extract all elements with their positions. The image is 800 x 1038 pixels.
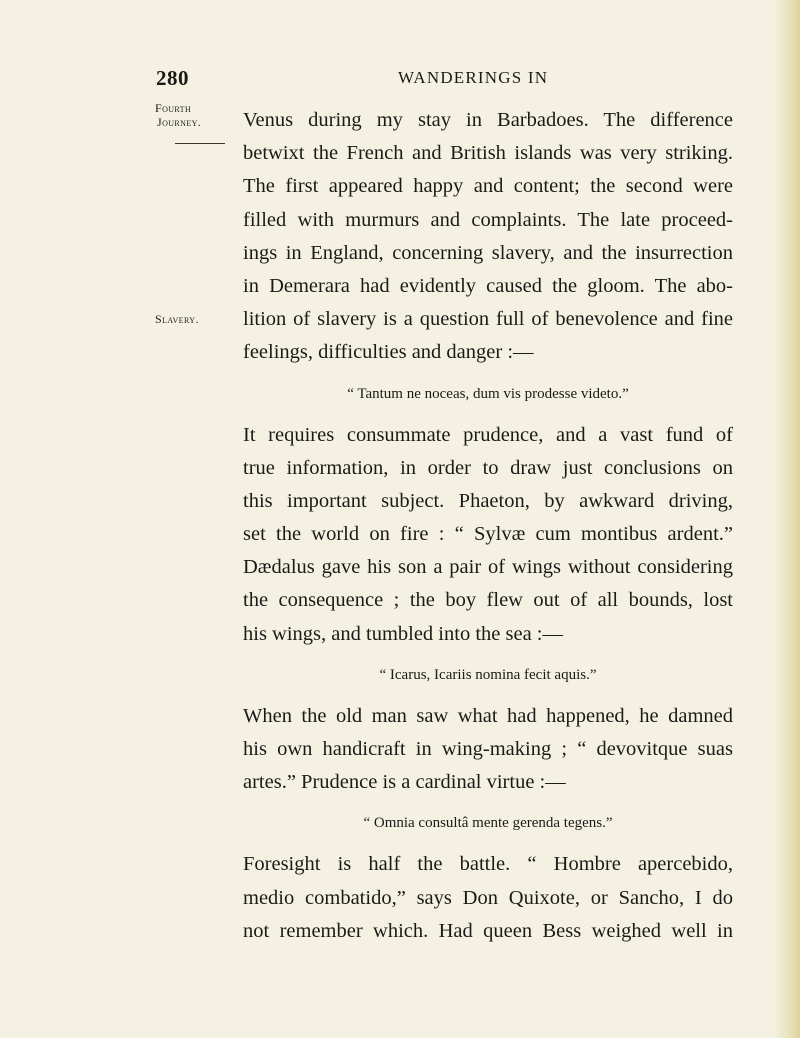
margin-divider [175,143,225,144]
text-line: Venus during my stay in Barbadoes. The difference [243,109,733,131]
text-line: medio combatido,” says Don Quixote, or Sancho, I do [243,886,733,909]
body-text [243,104,733,948]
page-number: 280 [156,66,189,90]
text-line: this important subject. Phaeton, by awkward driving, [243,489,733,512]
text-line: betwixt the French and British islands was very striking. [243,142,733,165]
text-line: feelings, difficulties and danger :— [243,341,534,364]
text-line: ings in England, concerning slavery, and the insurrection [243,241,733,264]
text-line: his own handicraft in wing-making ; “ devovitque suas [243,738,733,760]
paragraph-2 [243,419,733,651]
text-line: It requires consummate prudence, and a vast fund of [243,423,733,446]
text-line: artes.” Prudence is a cardinal virtue :— [243,771,566,794]
text-line: the consequence ; the boy flew out of all bounds, lost [243,589,733,612]
text-line: When the old man saw what had happened, he damned [243,704,733,727]
text-line: lition of slavery is a question full of benevolence and fine [243,308,733,331]
latin-quote-3: “ Omnia consultâ mente gerenda tegens.” [363,815,613,832]
text-line: Dædalus gave his son a pair of wings without considering [243,556,733,579]
running-title: WANDERINGS IN [398,68,549,87]
page-edge-shading [774,0,800,1038]
text-line: filled with murmurs and complaints. The late proceed- [243,208,733,231]
margin-note-slavery: Slavery. [155,312,199,326]
text-line: The first appeared happy and content; the second were [243,175,733,198]
margin-note-fourth: Fourth [155,101,192,115]
text-line: in Demerara had evidently caused the gloom. The abo- [243,274,733,297]
text-line: not remember which. Had queen Bess weighed well in [243,919,733,942]
paragraph-3 [243,700,733,800]
margin-note-fourth-journey [155,101,201,129]
paragraph-4 [243,848,733,948]
text-line: his wings, and tumbled into the sea :— [243,622,563,645]
text-line: set the world on fire : “ Sylvæ cum montibus ardent.” [243,523,733,546]
text-line: true information, in order to draw just conclusions on [243,456,733,479]
text-line: Foresight is half the battle. “ Hombre apercebido, [243,853,733,876]
latin-quote-1: “ Tantum ne noceas, dum vis prodesse videto.” [347,385,629,402]
page-header [0,66,800,96]
margin-note-journey: Journey. [157,115,202,129]
latin-quote-2: “ Icarus, Icariis nomina fecit aquis.” [379,666,597,683]
paragraph-1 [243,104,733,370]
